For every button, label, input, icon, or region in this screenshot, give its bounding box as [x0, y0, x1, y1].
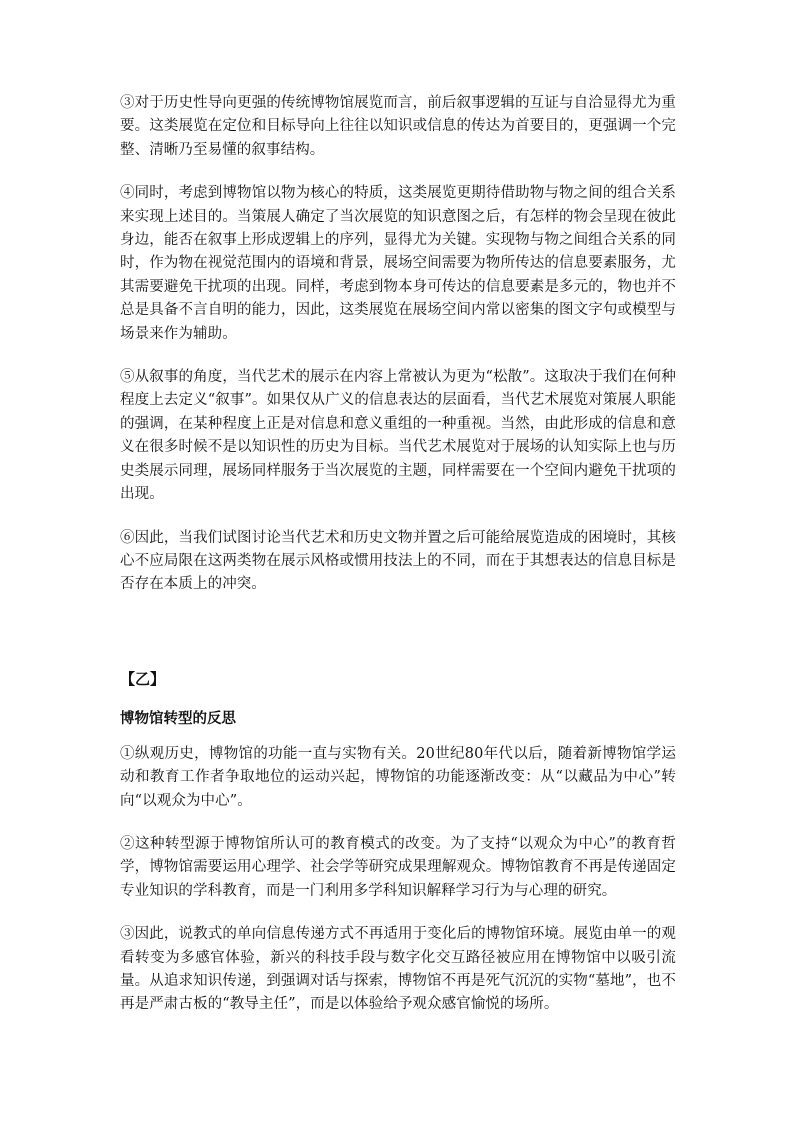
paragraph-jia-6: ⑥因此，当我们试图讨论当代艺术和历史文物并置之后可能给展览造成的困境时，其核心不应局限在这两类物在展示风格或惯用技法上的不同，而在于其想表达的信息目标是否存在本质上的冲突。: [120, 529, 676, 593]
paragraph-yi-2: ②这种转型源于博物馆所认可的教育模式的改变。为了支持“以观众为中心”的教育哲学，博物馆需要运用心理学、社会学等研究成果理解观众。博物馆教育不再是传递固定专业知识的学科教育，而是一门利用多学科知识解释学习行为与心理的研究。: [120, 835, 676, 899]
article-title: 博物馆转型的反思: [120, 710, 236, 727]
paragraph-jia-5: ⑤从叙事的角度，当代艺术的展示在内容上常被认为更为“松散”。这取决于我们在何种程度上去定义“叙事”。如果仅从广义的信息表达的层面看，当代艺术展览对策展人职能的强调，在某种程度上正是对信息和意义重组的一种重视。当然，由此形成的信息和意义在很多时候不是以知识性的历史为目标。当代艺术展览对于展场的认知实际上也与历史类展示同理，展场同样服务于当次展览的主题，同样需要在一个空间内避免干扰项的出现。: [120, 369, 676, 503]
document-page: [120, 92, 676, 1017]
paragraph-jia-4: ④同时，考虑到博物馆以物为核心的特质，这类展览更期待借助物与物之间的组合关系来实现上述目的。当策展人确定了当次展览的知识意图之后，有怎样的物会呈现在彼此身边，能否在叙事上形成逻辑上的序列，显得尤为关键。实现物与物之间组合关系的同时，作为物在视觉范围内的语境和背景，展场空间需要为物所传达的信息要素服务，尤其需要避免干扰项的出现。同样，考虑到物本身可传达的信息要素是多元的，物也并不总是具备不言自明的能力，因此，这类展览在展场空间内常以密集的图文字句或模型与场景来作为辅助。: [120, 185, 676, 342]
paragraph-yi-3: ③因此，说教式的单向信息传递方式不再适用于变化后的博物馆环境。展览由单一的观看转变为多感官体验，新兴的科技手段与数字化交互路径被应用在博物馆中以吸引流量。从追求知识传递，到强调对话与探索，博物馆不再是死气沉沉的实物“墓地”，也不再是严肃古板的“教导主任”，而是以体验给予观众感官愉悦的场所。: [120, 926, 676, 1013]
paragraph-yi-1: ①纵观历史，博物馆的功能一直与实物有关。20世纪80年代以后，随着新博物馆学运动和教育工作者争取地位的运动兴起，博物馆的功能逐渐改变：从“以藏品为中心”转向“以观众为中心”。: [120, 745, 676, 809]
section-label-yi: 【乙】: [120, 669, 166, 688]
paragraph-jia-3: ③对于历史性导向更强的传统博物馆展览而言，前后叙事逻辑的互证与自洽显得尤为重要。这类展览在定位和目标导向上往往以知识或信息的传达为首要目的，更强调一个完整、清晰乃至易懂的叙事结构。: [120, 95, 676, 158]
